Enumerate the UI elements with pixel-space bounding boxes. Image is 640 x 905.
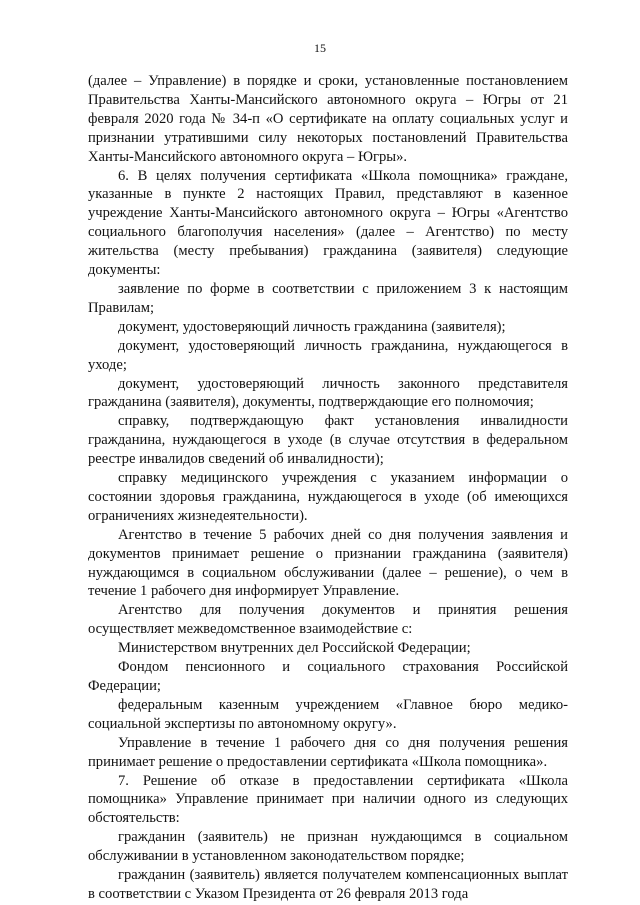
paragraph-item-6: 6. В целях получения сертификата «Школа помощника» граждане, указанные в пункте 2 настоящих Правил, представляют в казенное учреждение Ханты-Мансийского автономного округа – Югры «Агентство социального благополучия населения» (далее – Агентство) по месту жительства (месту пребывания) гражданина (заявителя) следующие документы:	[88, 167, 568, 279]
list-item-disability-certificate: справку, подтверждающую факт установления инвалидности гражданина, нуждающегося в уходе (в случае отсутствия в федеральном реестре инвалидов сведений об инвалидности);	[88, 413, 568, 468]
list-item-compensation: гражданин (заявитель) является получателем компенсационных выплат в соответствии с Указом Президента от 26 февраля 2013 года	[88, 867, 568, 902]
list-item-medical-certificate: справку медицинского учреждения с указанием информации о состоянии здоровья гражданина, нуждающегося в уходе (об имеющихся ограничениях жизнедеятельности).	[88, 470, 568, 524]
list-item-applicant-id: документ, удостоверяющий личность гражданина (заявителя);	[118, 318, 506, 335]
page-number: 15	[314, 41, 326, 55]
paragraph-interagency: Агентство для получения документов и принятия решения осуществляет межведомственное взаимодействие с:	[88, 602, 568, 638]
list-item-not-in-need: гражданин (заявитель) не признан нуждающимся в социальном обслуживании в установленном законодательством порядке;	[88, 829, 568, 865]
list-item-care-recipient-id: документ, удостоверяющий личность гражданина, нуждающегося в уходе;	[88, 337, 568, 373]
list-item-bureau: федеральным казенным учреждением «Главное бюро медико-социальной экспертизы по автономному округу».	[88, 696, 568, 732]
list-item-representative-id: документ, удостоверяющий личность законного представителя гражданина (заявителя), документы, подтверждающие его полномочия;	[88, 375, 568, 411]
list-item-fund: Фондом пенсионного и социального страхования Российской Федерации;	[88, 659, 568, 694]
paragraph-continuation: (далее – Управление) в порядке и сроки, установленные постановлением Правительства Ханты-Мансийского автономного округа – Югры от 21 февраля 2020 года № 34-п «О сертификате на оплату социальных услуг и признании утратившими силу некоторых постановлений Правительства Ханты-Мансийского автономного округа – Югры».	[88, 73, 568, 165]
paragraph-agency-decision: Агентство в течение 5 рабочих дней со дня получения заявления и документов принимает решение о признании гражданина (заявителя) нуждающимся в социальном обслуживании (далее – решение), о чем в течение 1 рабочего дня информирует Управление.	[88, 526, 568, 600]
document-body	[88, 72, 568, 904]
list-item-application: заявление по форме в соответствии с приложением 3 к настоящим Правилам;	[88, 280, 568, 316]
paragraph-management-decision: Управление в течение 1 рабочего дня со дня получения решения принимает решение о предоставлении сертификата «Школа помощника».	[88, 734, 568, 770]
paragraph-item-7: 7. Решение об отказе в предоставлении сертификата «Школа помощника» Управление принимает при наличии одного из следующих обстоятельств:	[88, 772, 568, 827]
list-item-ministry: Министерством внутренних дел Российской Федерации;	[118, 640, 471, 657]
